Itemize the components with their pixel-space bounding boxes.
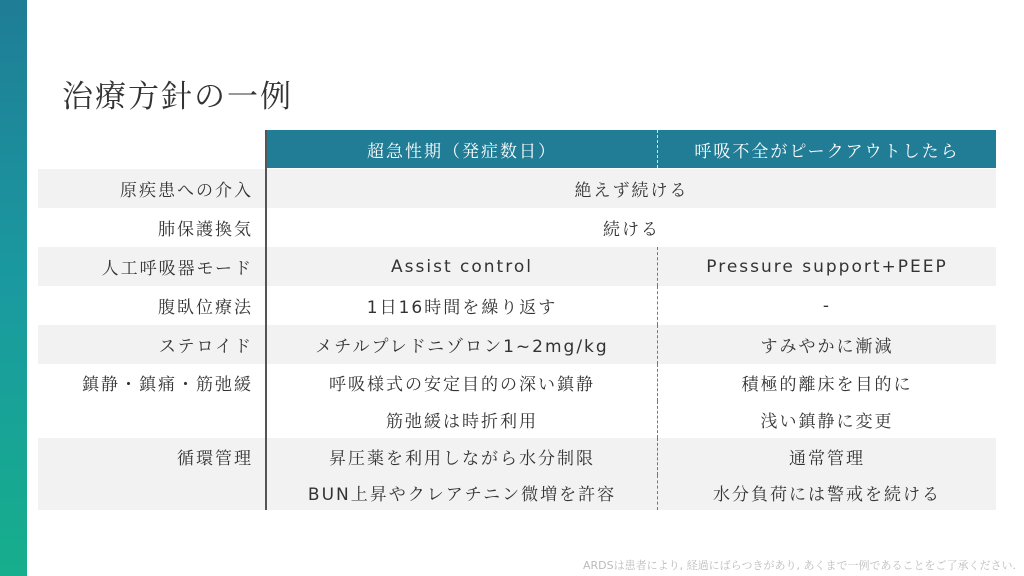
table-cell: Assist control [267, 247, 657, 286]
treatment-table [38, 130, 996, 510]
table-cell: Pressure support+PEEP [657, 247, 996, 286]
row-label: 腹臥位療法 [38, 286, 267, 325]
row-label: 原疾患への介入 [38, 169, 267, 208]
table-cell: BUN上昇やクレアチニン微増を許容 [267, 475, 657, 510]
table-cell: メチルプレドニゾロン1~2mg/kg [267, 325, 657, 364]
row-label: 人工呼吸器モード [38, 247, 267, 286]
table-cell: 水分負荷には警戒を続ける [657, 475, 996, 510]
column-header-peakout: 呼吸不全がピークアウトしたら [657, 130, 996, 168]
table-cell: 積極的離床を目的に [657, 364, 996, 401]
side-accent-bar [0, 0, 27, 576]
table-cell: 筋弛緩は時折利用 [267, 401, 657, 438]
row-label: 循環管理 [38, 438, 267, 475]
table-header-corner [38, 130, 267, 169]
table-cell: 通常管理 [657, 438, 996, 475]
table-cell: 続ける [267, 208, 996, 247]
row-label-continuation [38, 401, 267, 438]
table-cell: 呼吸様式の安定目的の深い鎮静 [267, 364, 657, 401]
footnote: ARDSは患者により, 経過にばらつきがあり, あくまで一例であることをご了承ください. [583, 559, 1016, 572]
table-cell: 昇圧薬を利用しながら水分制限 [267, 438, 657, 475]
table-cell: 浅い鎮静に変更 [657, 401, 996, 438]
row-label-continuation [38, 475, 267, 510]
table-cell: 絶えず続ける [267, 169, 996, 208]
column-header-acute: 超急性期（発症数日） [267, 130, 657, 168]
table-cell: - [657, 286, 996, 325]
table-cell: 1日16時間を繰り返す [267, 286, 657, 325]
table-cell: すみやかに漸減 [657, 325, 996, 364]
page-title: 治療方針の一例 [62, 78, 293, 115]
row-label: ステロイド [38, 325, 267, 364]
row-label: 肺保護換気 [38, 208, 267, 247]
row-label: 鎮静・鎮痛・筋弛緩 [38, 364, 267, 401]
